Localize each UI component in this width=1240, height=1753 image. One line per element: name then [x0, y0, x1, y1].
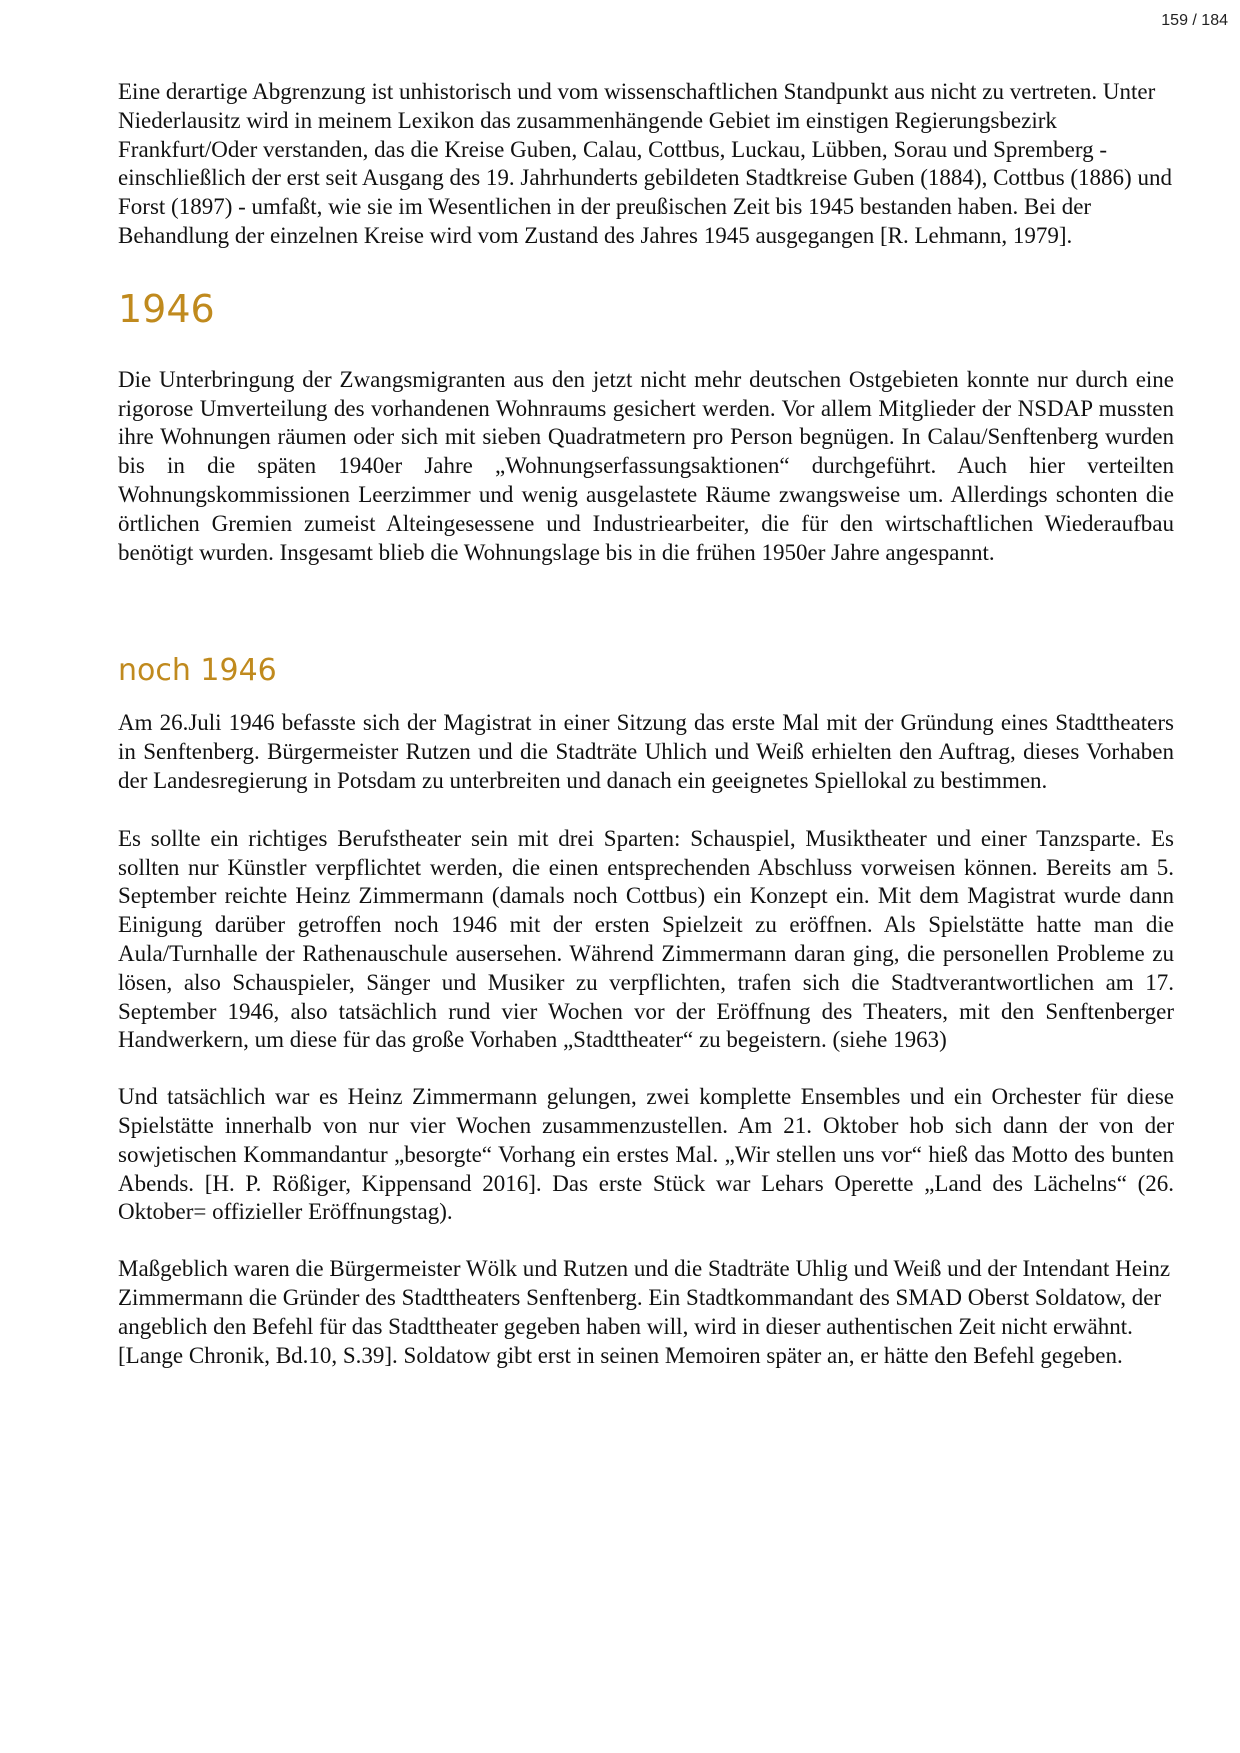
paragraph-theater-founders: Maßgeblich waren die Bürgermeister Wölk und Rutzen und die Stadträte Uhlig und Weiß und der Intendant Heinz Zimmermann die Gründer des Stadttheaters Senftenberg. Ein Stadtkommandant des SMAD Oberst Soldatow, der angeblich den Befehl für das Stadttheater gegeben haben will, wird in dieser authentischen Zeit nicht erwähnt. [Lange Chronik, Bd.10, S.39]. Soldatow gibt erst in seinen Memoiren später an, er hätte den Befehl gegeben.: [118, 1256, 1171, 1368]
heading-noch-1946: noch 1946: [118, 653, 277, 689]
intro-paragraph: Eine derartige Abgrenzung ist unhistorisch und vom wissenschaftlichen Standpunkt aus nicht zu vertreten. Unter Niederlausitz wird in meinem Lexikon das zusammenhängende Gebiet im einstigen Regierungsbezirk Frankfurt/Oder verstanden, das die Kreise Guben, Calau, Cottbus, Luckau, Lübben, Sorau und Spremberg -einschließlich der erst seit Ausgang des 19. Jahrhunderts gebildeten Stadtkreise Guben (1884), Cottbus (1886) und Forst (1897) - umfaßt, wie sie im Wesentlichen in der preußischen Zeit bis 1945 bestanden haben. Bei der Behandlung der einzelnen Kreise wird vom Zustand des Jahres 1945 ausgegangen [R. Lehmann, 1979].: [118, 79, 1172, 248]
paragraph-1946: Die Unterbringung der Zwangsmigranten aus den jetzt nicht mehr deutschen Ostgebieten konnte nur durch eine rigorose Umverteilung des vorhandenen Wohnraums gesichert werden. Vor allem Mitglieder der NSDAP mussten ihre Wohnungen räumen oder sich mit sieben Quadratmetern pro Person begnügen. In Calau/Senftenberg wurden bis in die späten 1940er Jahre „Wohnungserfassungsaktionen“ durchgeführt. Auch hier verteilten Wohnungskommissionen Leerzimmer und wenig ausgelastete Räume zwangsweise um. Allerdings schonten die örtlichen Gremien zumeist Alteingesessene und Industriearbeiter, die für den wirtschaftlichen Wiederaufbau benötigt wurden. Insgesamt blieb die Wohnungslage bis in die frühen 1950er Jahre angespannt.: [118, 366, 1174, 565]
paragraph-theater-concept: Es sollte ein richtiges Berufstheater sein mit drei Sparten: Schauspiel, Musiktheater und einer Tanzsparte. Es sollten nur Künstler verpflichtet werden, die einen entsprechenden Abschluss vorweisen können. Bereits am 5. September reichte Heinz Zimmermann (damals noch Cottbus) ein Konzept ein. Mit dem Magistrat wurde dann Einigung darüber getroffen noch 1946 mit der ersten Spielzeit zu eröffnen. Als Spielstätte hatte man die Aula/Turnhalle der Rathenauschule ausersehen. Während Zimmermann daran ging, die personellen Probleme zu lösen, also Schauspieler, Sänger und Musiker zu verpflichten, trafen sich die Stadtverantwortlichen am 17. September 1946, also tatsächlich rund vier Wochen vor der Eröffnung des Theaters, mit den Senftenberger Handwerkern, um diese für das große Vorhaben „Stadttheater“ zu begeistern. (siehe 1963): [118, 825, 1174, 1053]
paragraph-theater-founding: Am 26.Juli 1946 befasste sich der Magistrat in einer Sitzung das erste Mal mit der Gründung eines Stadttheaters in Senftenberg. Bürgermeister Rutzen und die Stadträte Uhlich und Weiß erhielten den Auftrag, dieses Vorhaben der Landesregierung in Potsdam zu unterbreiten und danach ein geeignetes Spiellokal zu bestimmen.: [118, 710, 1174, 793]
heading-1946: 1946: [118, 286, 215, 331]
page-number: 159 / 184: [1161, 12, 1228, 29]
document-body: [118, 78, 1174, 1370]
paragraph-theater-opening: Und tatsächlich war es Heinz Zimmermann gelungen, zwei komplette Ensembles und ein Orchester für diese Spielstätte innerhalb von nur vier Wochen zusammenzustellen. Am 21. Oktober hob sich dann der von der sowjetischen Kommandantur „besorgte“ Vorhang ein erstes Mal. „Wir stellen uns vor“ hieß das Motto des bunten Abends. [H. P. Rößiger, Kippensand 2016]. Das erste Stück war Lehars Operette „Land des Lächelns“ (26. Oktober= offizieller Eröffnungstag).: [118, 1084, 1174, 1225]
